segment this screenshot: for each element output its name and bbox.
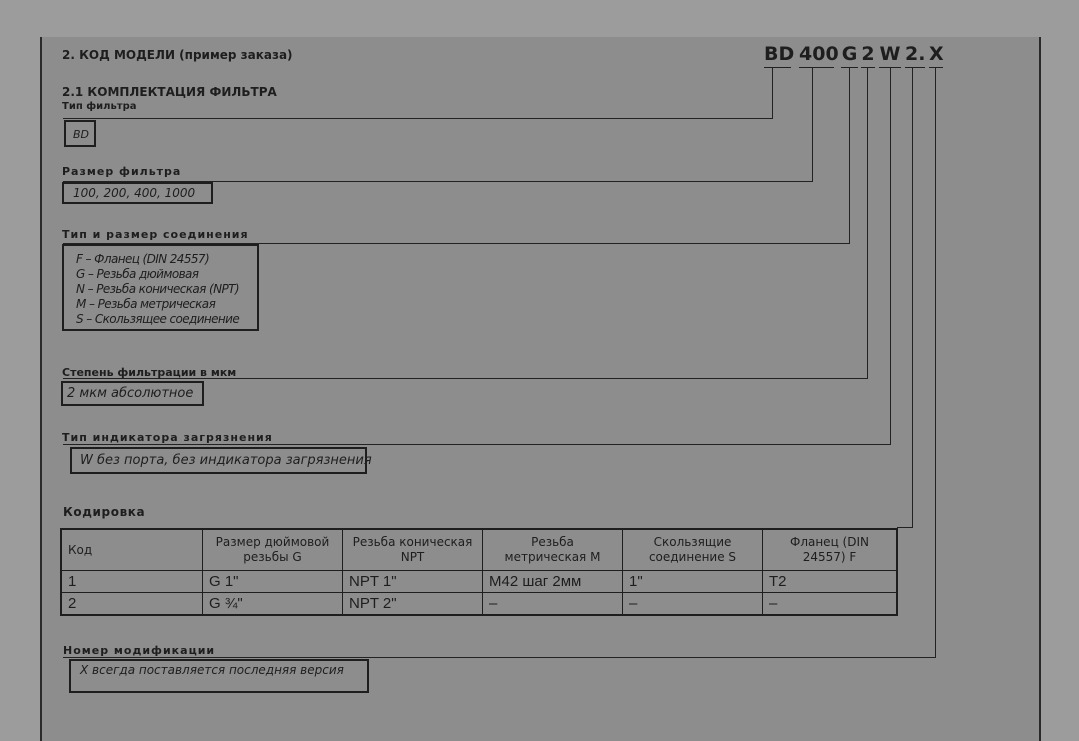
table-row — [61, 571, 897, 593]
table-header-cell: Скользящие соединение S — [623, 529, 763, 571]
table-row — [61, 593, 897, 616]
table-header-cell: Фланец (DIN 24557) F — [763, 529, 898, 571]
connector-line — [890, 68, 891, 445]
table-header-cell: Код — [61, 529, 203, 571]
subsection-title: 2.1 КОМПЛЕКТАЦИЯ ФИЛЬТРА — [62, 85, 277, 99]
filter-type-label: Тип фильтра — [62, 101, 137, 112]
connection-item: S – Скользящее соединение — [76, 312, 240, 326]
connection-item: M – Резьба метрическая — [76, 297, 216, 311]
table-cell: NPT 2" — [343, 593, 483, 616]
table-cell: – — [763, 593, 898, 616]
connector-line — [849, 68, 850, 244]
filtration-value: 2 мкм абсолютное — [67, 386, 194, 401]
filter-size-box — [62, 182, 213, 204]
table-cell: 1" — [623, 571, 763, 593]
connection-item: F – Фланец (DIN 24557) — [76, 252, 210, 266]
connection-label: Тип и размер соединения — [62, 228, 249, 241]
table-cell: M42 шаг 2мм — [483, 571, 623, 593]
connector-line — [912, 68, 913, 528]
table-cell: 1 — [61, 571, 203, 593]
connector-line — [867, 68, 868, 379]
filter-type-value: BD — [73, 128, 90, 141]
connector-line — [63, 444, 891, 445]
code-part-size: 400 — [799, 43, 834, 68]
modification-box — [69, 659, 369, 693]
code-part-connection: G — [841, 43, 858, 68]
connector-line — [935, 68, 936, 658]
filter-type-box — [64, 120, 96, 147]
code-part-indicator: W — [879, 43, 901, 68]
connector-line — [897, 527, 913, 528]
section-title: 2. КОД МОДЕЛИ (пример заказа) — [62, 48, 293, 62]
connection-box — [62, 244, 259, 331]
table-cell: – — [483, 593, 623, 616]
indicator-box — [70, 447, 372, 474]
connector-line — [812, 68, 813, 182]
table-header-cell: Размер дюймовой резьбы G — [203, 529, 343, 571]
coding-label: Кодировка — [63, 505, 146, 519]
table-cell: G 1" — [203, 571, 343, 593]
table-cell: G ¾" — [203, 593, 343, 616]
connection-item: G – Резьба дюймовая — [76, 267, 199, 281]
modification-label: Номер модификации — [63, 644, 216, 657]
table-cell: NPT 1" — [343, 571, 483, 593]
coding-table — [60, 528, 898, 616]
table-header-row — [61, 529, 897, 571]
code-part-coding: 2. — [905, 43, 925, 68]
indicator-value: W без порта, без индикатора загрязнения — [80, 453, 372, 468]
filtration-label: Степень фильтрации в мкм — [62, 366, 237, 379]
table-header-cell: Резьба метрическая M — [483, 529, 623, 571]
filter-size-value: 100, 200, 400, 1000 — [73, 186, 196, 200]
filtration-box — [61, 381, 204, 406]
code-part-modification: X — [929, 43, 943, 68]
table-cell: – — [623, 593, 763, 616]
code-part-filtration: 2 — [861, 43, 875, 68]
connector-line — [63, 118, 773, 119]
table-cell: T2 — [763, 571, 898, 593]
connector-line — [772, 68, 773, 118]
table-header-cell: Резьба коническая NPT — [343, 529, 483, 571]
code-part-type: BD — [764, 43, 791, 68]
connection-item: N – Резьба коническая (NPT) — [76, 282, 239, 296]
modification-value: X всегда поставляется последняя версия — [80, 663, 344, 677]
filter-size-label: Размер фильтра — [62, 165, 182, 178]
indicator-label: Тип индикатора загрязнения — [62, 431, 273, 444]
table-cell: 2 — [61, 593, 203, 616]
connector-line — [63, 657, 936, 658]
